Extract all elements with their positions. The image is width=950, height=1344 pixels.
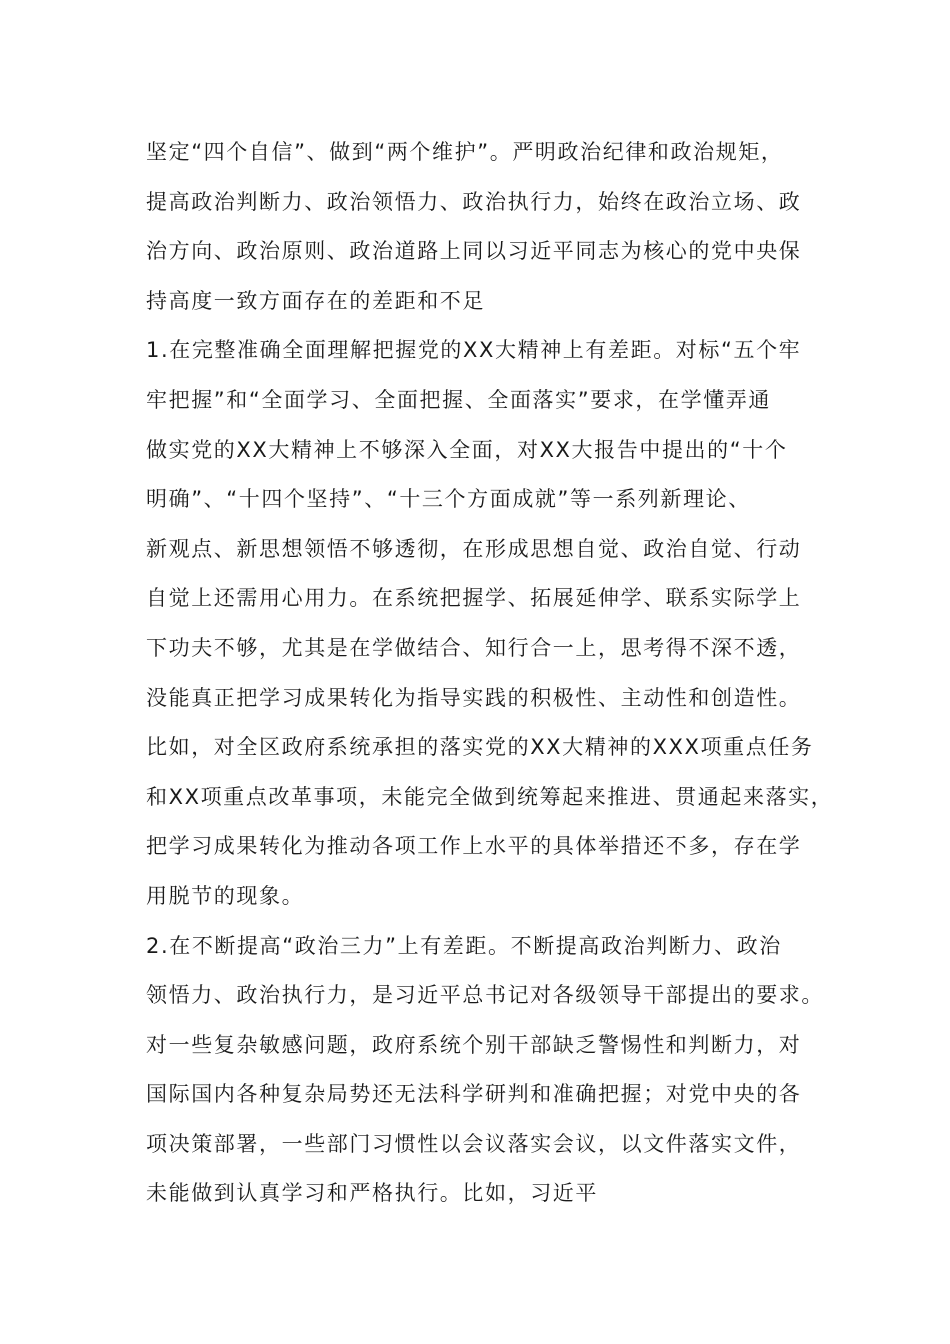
body-line: 未能做到认真学习和严格执行。比如，习近平 [146,1181,598,1206]
section-1-heading-line: 1.在完整准确全面理解把握党的XX大精神上有差距。对标“五个牢 [146,338,802,363]
body-line: 把学习成果转化为推动各项工作上水平的具体举措还不多，存在学 [146,834,802,859]
body-line: 明确”、“十四个坚持”、“十三个方面成就”等一系列新理论、 [146,487,751,512]
body-line: 和XX项重点改革事项，未能完全做到统筹起来推进、贯通起来落实， [146,784,834,809]
body-line: 治方向、政治原则、政治道路上同以习近平同志为核心的党中央保 [146,239,802,264]
body-line: 提高政治判断力、政治领悟力、政治执行力，始终在政治立场、政 [146,189,802,214]
body-line: 项决策部署，一些部门习惯性以会议落实会议，以文件落实文件， [146,1131,802,1156]
body-line: 没能真正把学习成果转化为指导实践的积极性、主动性和创造性。 [146,685,802,710]
body-line: 坚定“四个自信”、做到“两个维护”。严明政治纪律和政治规矩， [146,140,784,164]
body-line: 新观点、新思想领悟不够透彻，在形成思想自觉、政治自觉、行动 [146,536,802,561]
body-line: 下功夫不够，尤其是在学做结合、知行合一上，思考得不深不透， [146,635,802,660]
body-line: 用脱节的现象。 [146,883,305,908]
body-line: 做实党的XX大精神上不够深入全面，对XX大报告中提出的“十个 [146,437,788,462]
body-line: 国际国内各种复杂局势还无法科学研判和准确把握；对党中央的各 [146,1082,802,1107]
document-body [146,128,834,1219]
body-line: 持高度一致方面存在的差距和不足 [146,288,485,313]
body-line: 比如，对全区政府系统承担的落实党的XX大精神的XXX项重点任务 [146,735,814,760]
body-line: 自觉上还需用心用力。在系统把握学、拓展延伸学、联系实际学上 [146,586,802,611]
section-2-heading-line: 2.在不断提高“政治三力”上有差距。不断提高政治判断力、政治 [146,933,782,958]
body-line: 领悟力、政治执行力，是习近平总书记对各级领导干部提出的要求。 [146,983,824,1008]
body-line: 对一些复杂敏感问题，政府系统个别干部缺乏警惕性和判断力，对 [146,1032,802,1057]
body-line: 牢把握”和“全面学习、全面把握、全面落实”要求，在学懂弄通 [146,387,772,412]
